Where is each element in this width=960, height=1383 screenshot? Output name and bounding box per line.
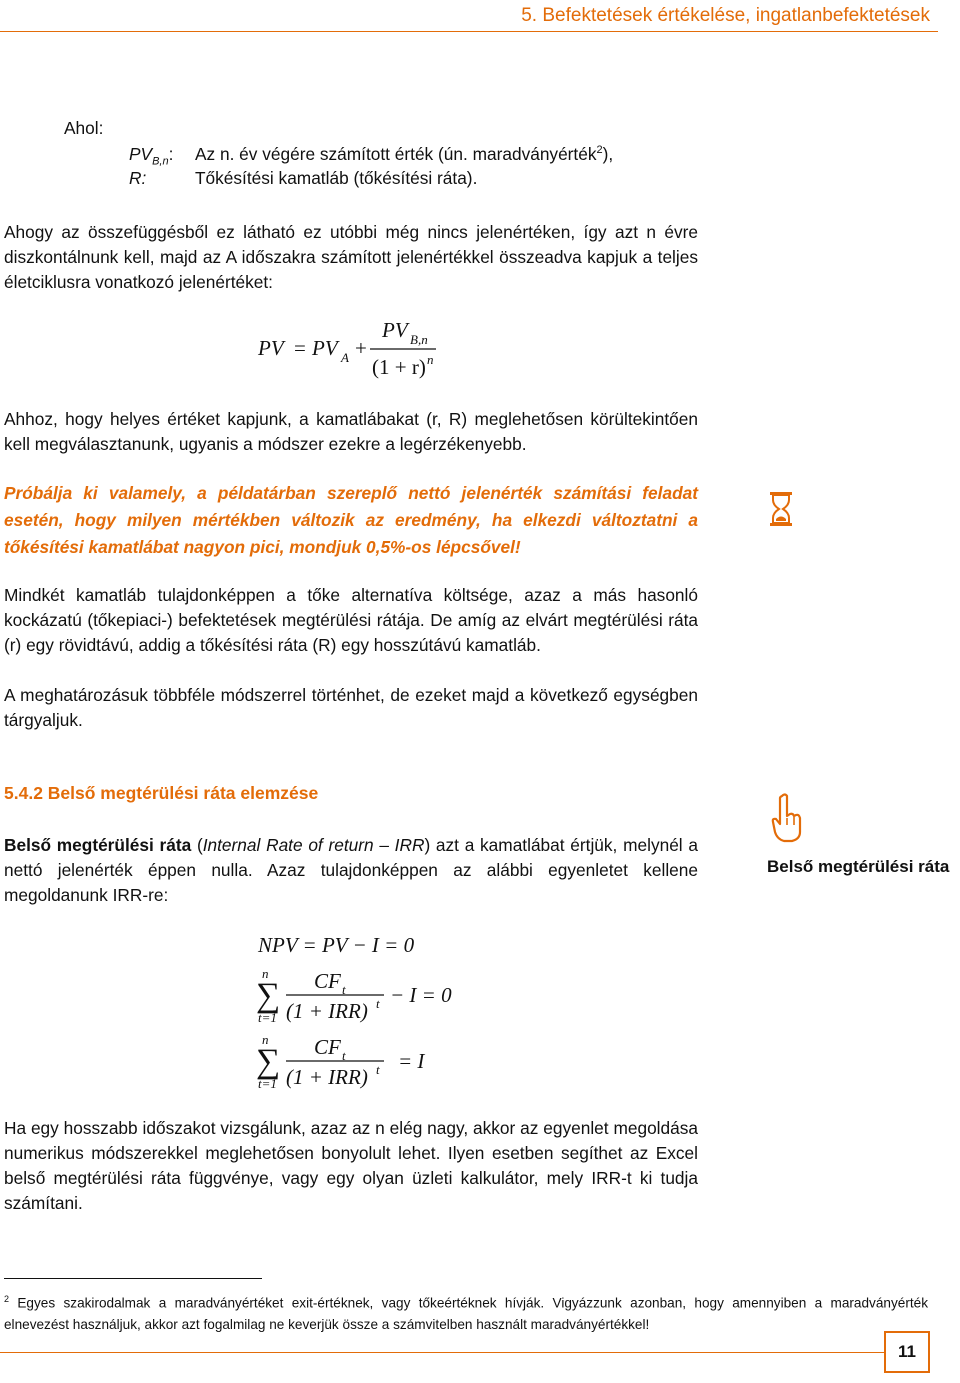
f4-sum-top: n bbox=[262, 1032, 269, 1047]
definition-symbol bbox=[129, 168, 195, 189]
formula-pv-total bbox=[250, 312, 450, 384]
irr-english-term: Internal Rate of return – IRR bbox=[202, 835, 425, 855]
f3-sigma: ∑ bbox=[256, 977, 281, 1014]
definition-text: Tőkésítési kamatláb (tőkésítési ráta). bbox=[195, 168, 478, 188]
f4-numerator: CF bbox=[314, 1035, 341, 1059]
footnote-reference[interactable]: 2 bbox=[596, 144, 603, 157]
f3-sum-bottom: t=1 bbox=[258, 1010, 277, 1025]
formula-npv bbox=[256, 928, 476, 962]
page-header bbox=[0, 0, 960, 34]
definition-row-pv bbox=[129, 144, 699, 167]
task-paragraph: Próbálja ki valamely, a példatárban szereplő nettó jelenérték számítási feladat esetén, hogy milyen mértékben változik az eredmény, ha elkezdi változtatni a tőkésítési kamatlábat nagyon pici, mondjuk 0,5%-os lépcsővel! bbox=[4, 483, 698, 557]
f4-sum-bottom: t=1 bbox=[258, 1076, 277, 1091]
paragraph-methods: A meghatározásuk többféle módszerrel történhet, de ezeket majd a következő egységben tárgyaljuk. bbox=[4, 685, 698, 730]
f3-numerator-sub: t bbox=[342, 982, 346, 997]
pointing-hand-icon bbox=[770, 792, 804, 844]
f4-rhs: = I bbox=[398, 1049, 425, 1073]
f3-denominator-sup: t bbox=[376, 996, 380, 1011]
f1-numerator: PV bbox=[382, 318, 408, 342]
page-footer-rule bbox=[0, 1352, 884, 1353]
formula-irr-sum bbox=[252, 962, 462, 1028]
f3-rhs: − I = 0 bbox=[390, 983, 452, 1007]
f4-denominator: (1 + IRR) bbox=[286, 1065, 368, 1089]
paragraph-discount: Ahogy az összefüggésből ez látható ez utóbbi még nincs jelenértéken, így azt n évre diszkontálnunk kell, majd az A időszakra számított jelenértékkel összeadva kapjuk a teljes életciklusra vonatkozó jelenértéket: bbox=[4, 222, 698, 292]
header-title: 5. Befektetések értékelése, ingatlanbefektetések bbox=[521, 5, 930, 26]
symbol-subscript: B,n bbox=[152, 155, 169, 168]
paragraph-rates: Ahhoz, hogy helyes értéket kapjunk, a kamatlábakat (r, R) meglehetősen körültekintően kell megválasztanunk, ugyanis a módszer ezekre a legérzékenyebb. bbox=[4, 409, 698, 454]
symbol-r: R: bbox=[129, 168, 147, 188]
f1-term1-sub: A bbox=[341, 350, 349, 365]
symbol-suffix: : bbox=[168, 144, 174, 164]
f3-denominator: (1 + IRR) bbox=[286, 999, 368, 1023]
definition-text-end: ), bbox=[602, 144, 614, 164]
f1-numerator-sub: B,n bbox=[410, 332, 428, 347]
paragraph-numerical: Ha egy hosszabb időszakot vizsgálunk, azaz az n elég nagy, akkor az egyenlet megoldása numerikus módszerekkel meglehetősen bonyolult lehet. Ilyen esetben segíthet az Excel belső megtérülési ráta függvénye, vagy egy olyan üzleti kalkulátor, mely IRR-t ki tudja számítani. bbox=[4, 1118, 698, 1213]
definition-row-r bbox=[129, 168, 699, 189]
formula-irr-equals-i bbox=[252, 1028, 462, 1094]
f1-plus: + bbox=[355, 336, 367, 360]
footnote-separator bbox=[4, 1278, 262, 1279]
f1-denominator-sup: n bbox=[427, 352, 434, 367]
footnote-mark: 2 bbox=[4, 1294, 10, 1304]
f1-eq: = bbox=[294, 336, 306, 360]
definition-text: Az n. év végére számított érték (ún. maradványérték bbox=[195, 144, 597, 164]
hourglass-icon bbox=[768, 490, 794, 528]
definitions-intro: Ahol: bbox=[64, 118, 104, 138]
f3-numerator: CF bbox=[314, 969, 341, 993]
f4-sigma: ∑ bbox=[256, 1043, 281, 1080]
irr-rest: ) azt a kamatlábat értjük, melynél a nettó jelenérték éppen nulla. Azaz tulajdonképpen az alábbi egyenletet kellene megoldanunk IRR-re: bbox=[4, 835, 698, 905]
footnote bbox=[4, 1289, 928, 1335]
f3-sum-top: n bbox=[262, 966, 269, 981]
f2-text: NPV = PV − I = 0 bbox=[258, 933, 415, 957]
irr-open: ( bbox=[191, 835, 203, 855]
irr-term: Belső megtérülési ráta bbox=[4, 835, 192, 855]
header-rule bbox=[0, 31, 938, 32]
symbol-pv: PV bbox=[129, 144, 153, 164]
section-heading: 5.4.2 Belső megtérülési ráta elemzése bbox=[4, 783, 319, 803]
f4-denominator-sup: t bbox=[376, 1062, 380, 1077]
paragraph-irr-definition bbox=[4, 833, 698, 908]
definition-symbol bbox=[129, 144, 195, 167]
page-number: 11 bbox=[884, 1331, 930, 1373]
f1-denominator: (1 + r) bbox=[372, 355, 426, 379]
f1-lhs: PV bbox=[258, 336, 284, 360]
f1-term1: PV bbox=[312, 336, 338, 360]
footnote-text: Egyes szakirodalmak a maradványértéket exit-értéknek, vagy tőkeértéknek hívják. Vigyázzunk azonban, hogy amennyiben a maradványérték elnevezést használjuk, akkor azt fogalmilag ne keverjük össze a számvitelben használt maradványértékkel! bbox=[4, 1295, 928, 1332]
paragraph-alternative-cost: Mindkét kamatláb tulajdonképpen a tőke alternatíva költsége, azaz a más hasonló kockázatú (tőkepiaci-) befektetések megtérülési rátája. De amíg az elvárt megtérülési ráta (r) egy rövidtávú, addig a tőkésítési ráta (R) egy hosszútávú kamatláb. bbox=[4, 585, 698, 655]
margin-keyword: Belső megtérülési ráta bbox=[767, 857, 950, 876]
f4-numerator-sub: t bbox=[342, 1048, 346, 1063]
